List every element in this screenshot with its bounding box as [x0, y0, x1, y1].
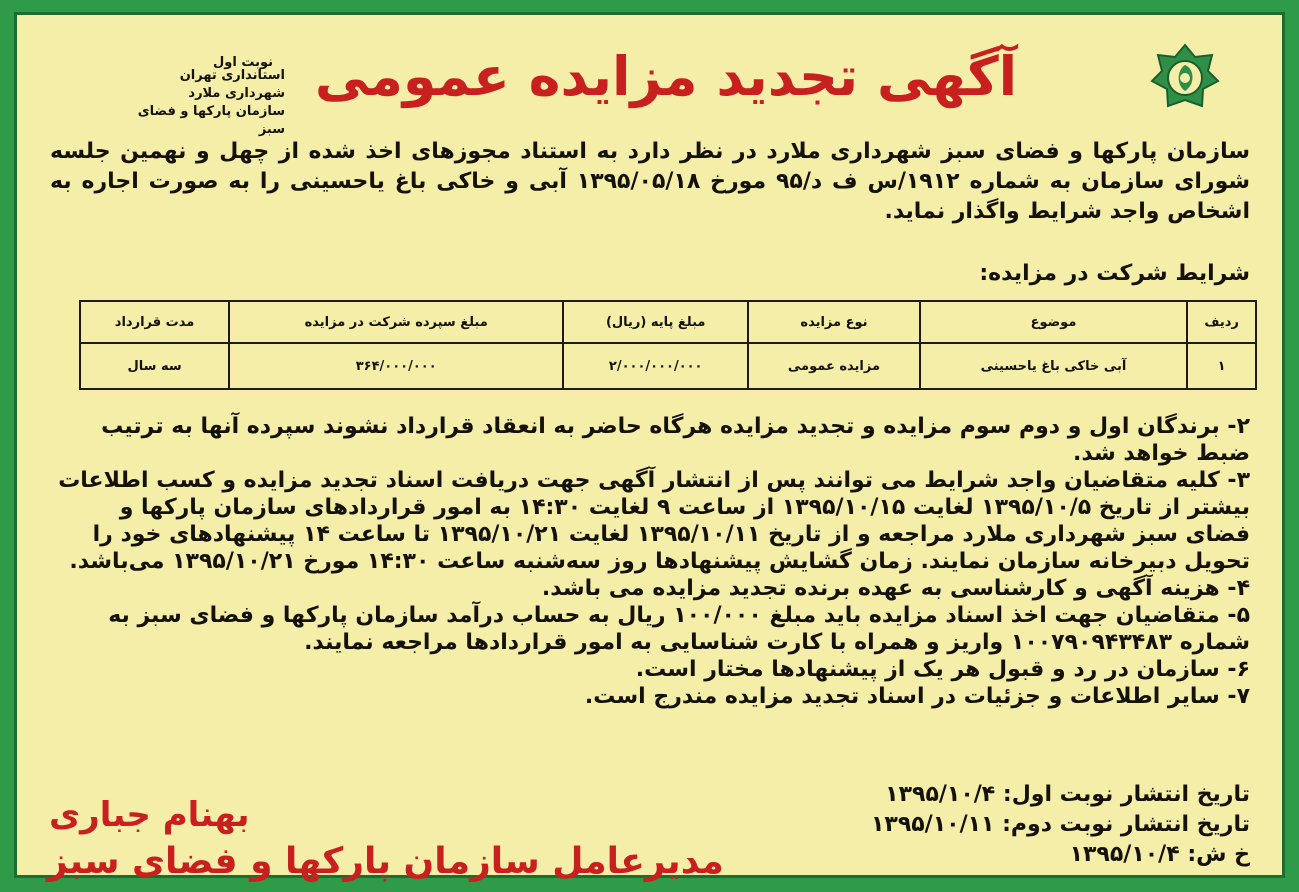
terms-list [50, 413, 1250, 710]
page-title: آگهی تجدید مزایده عمومی [314, 45, 1018, 108]
term-item: ۴- هزینه آگهی و کارشناسی به عهده برنده تجدید مزایده می باشد. [541, 576, 1250, 601]
table-header-cell: مبلغ پایه (ریال) [563, 301, 748, 343]
term-item: ۶- سازمان در رد و قبول هر یک از پیشنهادها مختار است. [635, 657, 1250, 682]
second-publish-date: تاریخ انتشار نوبت دوم: ۱۳۹۵/۱۰/۱۱ [870, 812, 1250, 837]
first-publish-date: تاریخ انتشار نوبت اول: ۱۳۹۵/۱۰/۴ [885, 782, 1250, 807]
header-left [41, 37, 291, 137]
municipal-emblem-icon [1150, 43, 1220, 113]
table-header-cell: مبلغ سپرده شرکت در مزایده [229, 301, 563, 343]
intro-paragraph: سازمان پارکها و فضای سبز شهرداری ملارد در نظر دارد به استناد مجوزهای اخذ شده از چهل و نهمین جلسه شورای سازمان به شماره ۱۹۱۲/س ف د/۹۵ مورخ ۱۳۹۵/۰۵/۱۸ آبی و خاکی باغ یاحسینی را به صورت اجاره به اشخاص واجد شرایط واگذار نماید. [50, 139, 1251, 224]
table-row [80, 343, 1256, 389]
table-cell: مزایده عمومی [748, 343, 920, 389]
term-item: ۳- کلیه متقاضیان واجد شرایط می توانند پس از انتشار آگهی جهت دریافت اسناد تجدید مزایده و کسب اطلاعات بیشتر از تاریخ ۱۳۹۵/۱۰/۵ لغایت ۱۳۹۵/۱۰/۱۵ از ساعت ۹ لغایت ۱۴:۳۰ به امور قراردادهای سازمان پارکها و فضای سبز شهرداری ملارد مراجعه و از تاریخ ۱۳۹۵/۱۰/۱۱ لغایت ۱۳۹۵/۱۰/۲۱ تا ساعت ۱۴ پیشنهادهای خود را تحویل دبیرخانه سازمان نمایند. زمان گشایش پیشنهادها روز سه‌شنبه ساعت ۱۴:۳۰ مورخ ۱۳۹۵/۱۰/۲۱ می‌باشد. [58, 468, 1250, 574]
signer-title: مدیرعامل سازمان پارکها و فضای سبز [47, 841, 724, 882]
signature-block [39, 787, 724, 883]
notice-content [17, 15, 1282, 882]
table-cell: ۱ [1187, 343, 1256, 389]
conditions-label: شرایط شرکت در مزایده: [979, 261, 1250, 286]
table-cell: سه سال [80, 343, 229, 389]
organization-block [125, 67, 285, 139]
signer-name: بهنام جباری [49, 795, 250, 835]
table-header-cell: موضوع [920, 301, 1187, 343]
table-header-cell: ردیف [1187, 301, 1256, 343]
table-cell: آبی خاکی باغ یاحسینی [920, 343, 1187, 389]
term-item: ۷- سایر اطلاعات و جزئیات در اسناد تجدید مزایده مندرج است. [584, 684, 1250, 709]
table-header-cell: نوع مزایده [748, 301, 920, 343]
term-item: ۵- متقاضیان جهت اخذ اسناد مزایده باید مبلغ ۱۰۰/۰۰۰ ریال به حساب درآمد سازمان پارکها و فضای سبز به شماره ۱۰۰۷۹۰۹۴۳۴۸۳ واریز و همراه با کارت شناسایی به امور قراردادها مراجعه نمایند. [108, 603, 1250, 655]
term-item: ۲- برندگان اول و دوم سوم مزایده و تجدید مزایده هرگاه حاضر به انعقاد قرارداد نشوند سپرده آنها به ترتیب ضبط خواهد شد. [101, 414, 1250, 466]
table-cell: ۳۶۴/۰۰۰/۰۰۰ [229, 343, 563, 389]
reference-code: خ ش: ۱۳۹۵/۱۰/۴ [1069, 842, 1250, 867]
org-line: سازمان پارکها و فضای سبز [137, 104, 285, 137]
table-cell: ۲/۰۰۰/۰۰۰/۰۰۰ [563, 343, 748, 389]
auction-table [79, 300, 1257, 390]
table-header-cell: مدت قرارداد [80, 301, 229, 343]
publication-dates [650, 780, 1250, 870]
org-line: شهرداری ملارد [188, 86, 285, 101]
turn-label: نوبت اول [213, 55, 274, 70]
table-header-row [80, 301, 1256, 343]
org-line: استانداری تهران [179, 68, 285, 83]
notice-frame [14, 12, 1285, 882]
